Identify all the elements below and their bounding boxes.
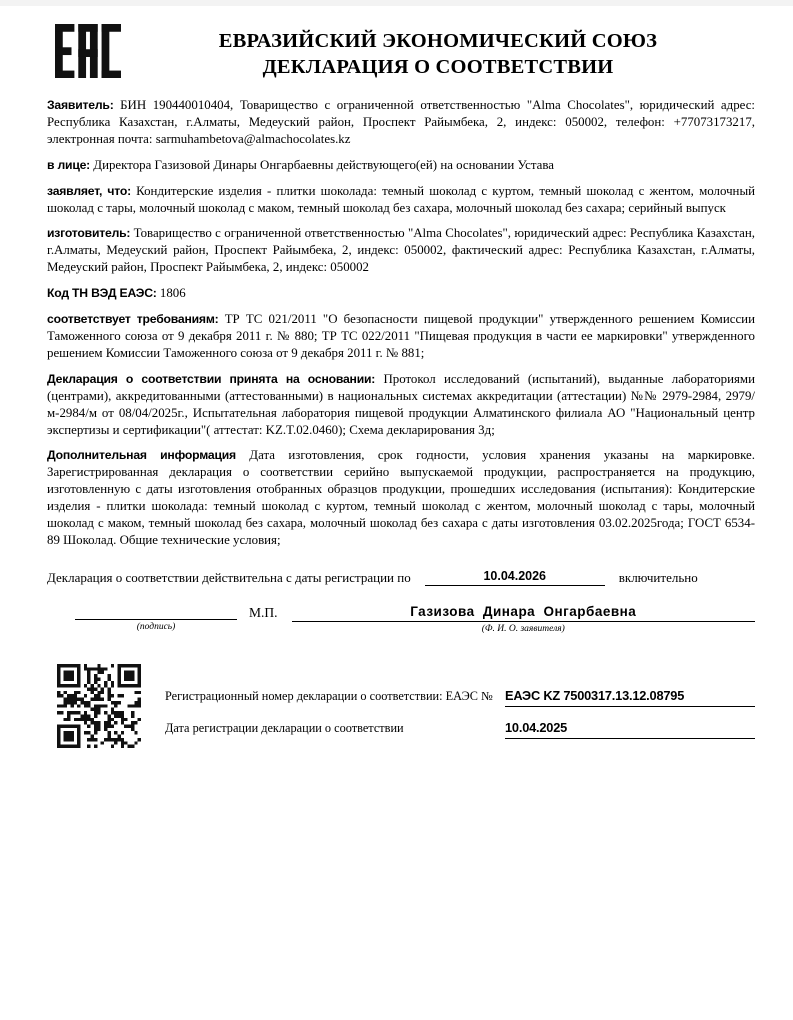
top-border-bar xyxy=(0,0,793,6)
registration-number-value: ЕАЭС KZ 7500317.13.12.08795 xyxy=(505,688,755,707)
requirements-section xyxy=(47,311,755,362)
basis-section xyxy=(47,371,755,439)
additional-info-section xyxy=(47,447,755,548)
qr-code xyxy=(57,664,141,748)
signature-row xyxy=(47,604,755,634)
registration-number-row xyxy=(165,688,755,707)
tnved-code-label: Код ТН ВЭД ЕАЭС: xyxy=(47,286,157,301)
registration-footer xyxy=(47,664,755,748)
basis-text: Протокол исследований (испытаний), выданные лабораториями (центрами), аккредитованными (аттестованными) в национальных системах аккредитации (аттестации) №№ 2979-2984, 2979/м-2984/м от 08/04/2025г., Испытательная лаборатория пищевой продукции Алматинского филиала АО "Национальный центр экспертизы и сертификации"( аттестат: KZ.T.02.0460); Схема декларирования 3д; xyxy=(47,371,755,437)
declares-section xyxy=(47,183,755,217)
document-body xyxy=(47,97,755,549)
representative-label: в лице: xyxy=(47,157,91,172)
applicant-name-column xyxy=(292,604,755,634)
title-line-declaration: ДЕКЛАРАЦИЯ О СООТВЕТСТВИИ xyxy=(262,56,614,78)
registration-number-label: Регистрационный номер декларации о соответствии: ЕАЭС № xyxy=(165,688,493,703)
requirements-text: ТР ТС 021/2011 "О безопасности пищевой продукции" утвержденного решением Комиссии Таможенного союза от 9 декабря 2011 г. № 880; ТР ТС 022/2011 "Пищевая продукция в части ее маркировки" утвержденного решением Комиссии Таможенного союза от 9 декабря 2011 г. № 881; xyxy=(47,312,755,360)
applicant-section xyxy=(47,97,755,148)
eac-logo xyxy=(55,24,121,80)
tnved-code-section xyxy=(47,285,755,302)
validity-row xyxy=(47,569,755,586)
registration-fields xyxy=(165,688,755,748)
registration-date-row xyxy=(165,720,755,739)
requirements-label: соответствует требованиям: xyxy=(47,312,219,327)
registration-date-value: 10.04.2025 xyxy=(505,720,755,739)
signature-line xyxy=(75,604,237,620)
registration-date-label: Дата регистрации декларации о соответствии xyxy=(165,720,404,735)
validity-prefix: Декларация о соответствии действительна с даты регистрации по xyxy=(47,569,411,585)
applicant-text: БИН 190440010404, Товарищество с ограниченной ответственностью "Alma Chocolates", юридический адрес: Республика Казахстан, г.Алматы, Медеуский район, Проспект Райымбека, 2, индекс: 050002, телефон: +77073173217, электронная почта: sarmuhambetova@almachocolates.kz xyxy=(47,98,755,146)
additional-info-label: Дополнительная информация xyxy=(47,448,236,463)
signature-caption: (подпись) xyxy=(136,621,176,632)
tnved-code-value: 1806 xyxy=(159,286,186,301)
declares-text: Кондитерские изделия - плитки шоколада: темный шоколад с куртом, темный шоколад с жентом, молочный шоколад с тары, молочный шоколад с маком, темный шоколад без сахара, молочный шоколад без сахара; серийный выпуск xyxy=(47,183,756,215)
stamp-place-label: М.П. xyxy=(249,604,278,620)
document-title xyxy=(121,24,755,80)
validity-date-field: 10.04.2026 xyxy=(425,569,605,586)
applicant-label: Заявитель: xyxy=(47,98,114,112)
manufacturer-label: изготовитель: xyxy=(47,226,131,241)
basis-label: Декларация о соответствии принята на основании: xyxy=(47,371,376,386)
additional-info-text: Дата изготовления, срок годности, условия хранения указаны на маркировке. Зарегистрированная декларация о соответствии серийно выпускаемой продукции, распространяется на продукцию, изготовленную с даты изготовления отобранных образцов продукции, прошедших исследования (испытания): Кондитерские изделия - плитки шоколада: темный шоколад с куртом, темный шоколад с жентом, молочный шоколад с тары, молочный шоколад с маком, темный шоколад без сахара, молочный шоколад без сахара с даты изготовления 03.02.2025года; ГОСТ 6534-89 Шоколад. Общие технические условия; xyxy=(47,448,755,547)
signature-column xyxy=(75,604,237,632)
document-header xyxy=(47,0,755,80)
representative-section xyxy=(47,157,755,174)
validity-suffix: включительно xyxy=(618,569,698,585)
applicant-name-caption: (Ф. И. О. заявителя) xyxy=(481,623,565,634)
manufacturer-text: Товарищество с ограниченной ответственностью "Alma Chocolates", юридический адрес: Республика Казахстан, г.Алматы, Медеуский район, Проспект Райымбека, 2, индекс: 050002, фактический адрес: Республика Казахстан, г.Алматы, Медеуский район, Проспект Райымбека, 2, индекс: 050002 xyxy=(47,226,755,275)
declares-label: заявляет, что: xyxy=(47,183,131,198)
title-line-union: ЕВРАЗИЙСКИЙ ЭКОНОМИЧЕСКИЙ СОЮЗ xyxy=(218,30,658,52)
manufacturer-section xyxy=(47,225,755,276)
representative-text: Директора Газизовой Динары Онгарбаевны действующего(ей) на основании Устава xyxy=(93,157,554,172)
applicant-name-field: Газизова Динара Онгарбаевна xyxy=(292,604,755,622)
